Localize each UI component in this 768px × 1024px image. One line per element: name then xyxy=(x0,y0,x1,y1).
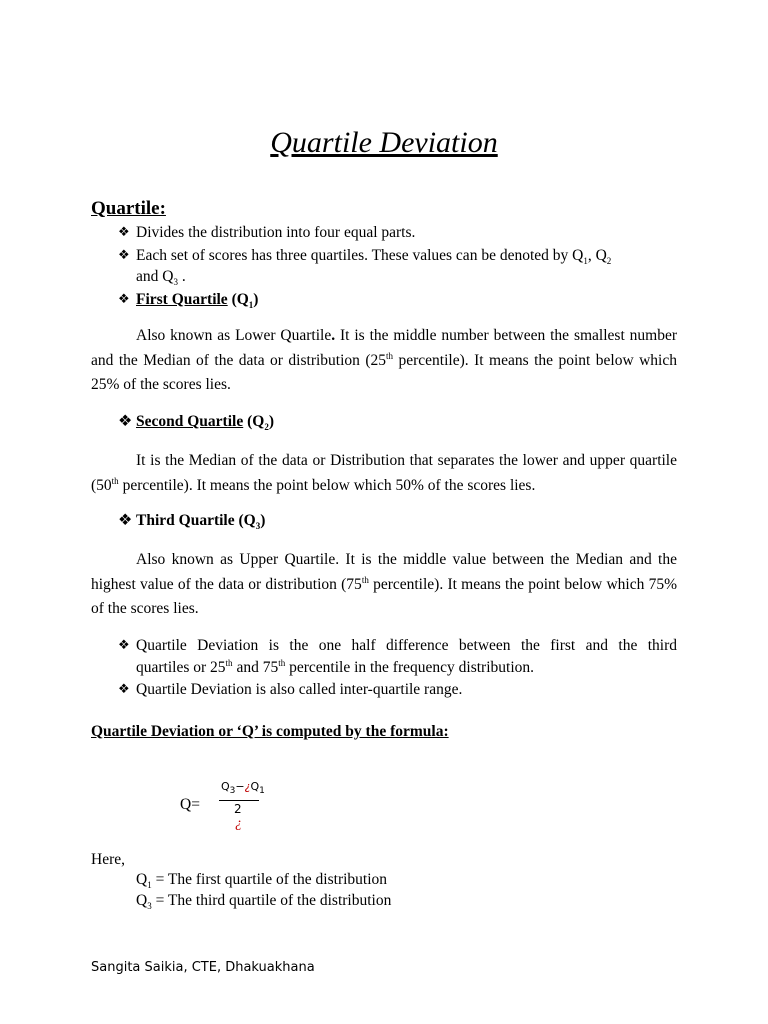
subscript: 2 xyxy=(606,256,612,267)
subheading-first-quartile xyxy=(136,289,258,310)
formula-heading: Quartile Deviation or ‘Q’ is computed by the formula: xyxy=(91,723,449,740)
superscript: th xyxy=(111,475,119,486)
first-quartile-symbol: (Q xyxy=(227,291,249,308)
bullet-diamond-icon: ❖ xyxy=(118,247,130,262)
third-quartile-label: Third Quartile xyxy=(136,512,235,529)
superscript: th xyxy=(361,574,369,585)
subscript: 2 xyxy=(264,422,269,433)
superscript: th xyxy=(225,657,233,668)
bullet-text: quartiles or 25 xyxy=(136,659,226,676)
paragraph-text: It is the middle number between the smallest number and the Median of the data or distribution (25 xyxy=(91,327,677,369)
qd-bullet-1-line2 xyxy=(136,657,534,678)
subscript: 3 xyxy=(229,786,236,797)
bullet-text: Divides the distribution into four equal parts. xyxy=(136,224,416,241)
bullet-diamond-icon: ❖ xyxy=(118,413,133,430)
page-title: Quartile Deviation xyxy=(270,126,498,159)
paragraph-text: Also known as Upper Quartile. It is the middle value between the Median and the highest value of the data or distribution (75 xyxy=(91,551,677,593)
definition-text: = The first quartile of the distribution xyxy=(151,871,388,888)
qd-bullet-1-line1 xyxy=(136,635,677,656)
paragraph-text: Also known as Lower Quartile xyxy=(136,327,332,344)
qd-bullet-2 xyxy=(136,679,462,700)
here-label: Here, xyxy=(91,851,125,868)
paragraph-text: percentile). It means the point below which 25% of the scores lies. xyxy=(91,351,677,393)
superscript: th xyxy=(278,657,286,668)
subscript: 3 xyxy=(255,521,261,532)
paragraph-second-quartile xyxy=(91,449,677,498)
subheading-second-quartile xyxy=(136,411,274,432)
bullet-text-1 xyxy=(136,222,415,243)
definition-text: Q xyxy=(136,892,148,909)
bullet-diamond-icon: ❖ xyxy=(118,291,130,306)
bullet-diamond-icon: ❖ xyxy=(118,681,130,696)
bullet-text: Each set of scores has three quartiles. These values can be denoted by Q xyxy=(136,247,584,264)
numerator-text: Q xyxy=(250,780,260,793)
footer-author: Sangita Saikia, CTE, Dhakuakhana xyxy=(91,960,315,975)
q3-definition xyxy=(136,892,391,910)
paragraph-text: percentile). It means the point below which 75% of the scores lies. xyxy=(91,575,677,617)
bullet-diamond-icon: ❖ xyxy=(118,224,130,239)
fraction-bar xyxy=(219,800,259,801)
bullet-text: , Q xyxy=(587,247,607,264)
paragraph-text: percentile). It means the point below which 50% of the scores lies. xyxy=(118,476,536,494)
third-quartile-symbol: ) xyxy=(260,512,266,529)
formula-lhs: Q= xyxy=(180,796,200,813)
subscript: 1 xyxy=(259,786,265,797)
paragraph-text: It is the Median of the data or Distribution that separates the lower and upper quartile (50 xyxy=(91,452,677,494)
numerator-text: Q xyxy=(221,780,230,793)
bullet-text: . xyxy=(177,268,186,285)
formula-denominator-glyph: ¿ xyxy=(235,816,242,831)
definition-text: Q xyxy=(136,871,148,888)
first-quartile-symbol: ) xyxy=(253,291,259,308)
bullet-diamond-icon: ❖ xyxy=(118,512,133,529)
formula-numerator xyxy=(221,780,265,797)
superscript: th xyxy=(386,350,394,361)
bullet-text: and 75 xyxy=(232,659,279,676)
bullet-text: and Q xyxy=(136,268,174,285)
bullet-text: Quartile Deviation is the one half difference between the first and the third xyxy=(136,637,677,654)
bullet-text-2 xyxy=(136,245,611,266)
bullet-text: Quartile Deviation is also called inter-quartile range. xyxy=(136,681,463,698)
section-heading-quartile: Quartile: xyxy=(91,198,166,219)
paragraph-text: . xyxy=(331,327,340,344)
subscript: 1 xyxy=(248,300,254,311)
subheading-third-quartile xyxy=(136,510,265,531)
first-quartile-label: First Quartile xyxy=(136,291,228,308)
third-quartile-symbol: (Q xyxy=(234,512,256,529)
paragraph-third-quartile xyxy=(91,548,677,622)
formula-denominator: 2 xyxy=(234,802,242,816)
bullet-text: percentile in the frequency distribution. xyxy=(285,659,534,676)
subscript: 3 xyxy=(147,901,152,912)
definition-text: = The third quartile of the distribution xyxy=(151,892,392,909)
bullet-diamond-icon: ❖ xyxy=(118,637,130,652)
bullet-text-2-line2 xyxy=(136,266,186,287)
subscript: 3 xyxy=(173,277,178,288)
subscript: 1 xyxy=(583,256,588,267)
second-quartile-symbol: (Q xyxy=(243,413,265,430)
q1-definition xyxy=(136,871,387,889)
paragraph-first-quartile xyxy=(91,324,677,398)
numerator-glyph: ¿ xyxy=(244,780,251,793)
second-quartile-label: Second Quartile xyxy=(136,413,244,430)
second-quartile-symbol: ) xyxy=(268,413,274,430)
numerator-text: − xyxy=(235,780,245,793)
subscript: 1 xyxy=(147,880,152,891)
